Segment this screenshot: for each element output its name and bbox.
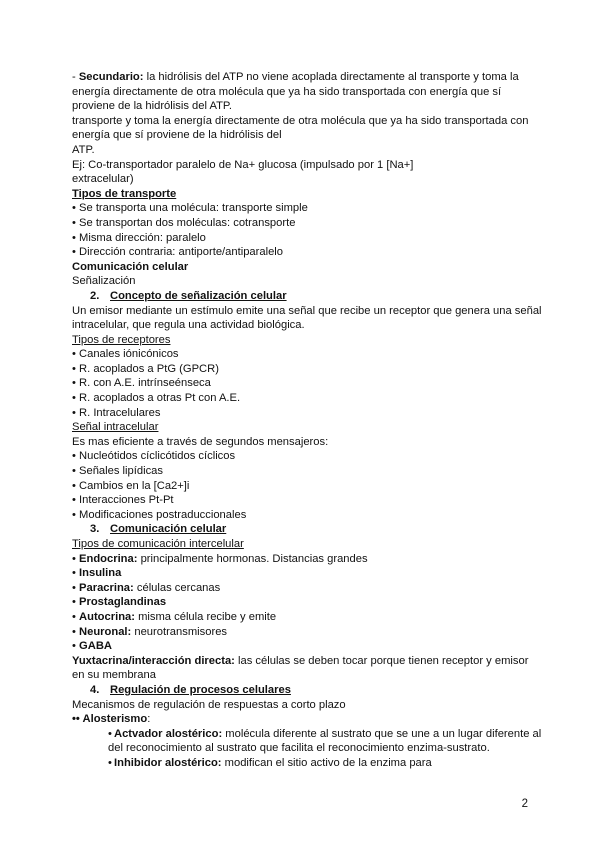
yuxtacrina-label: Yuxtacrina/interacción directa: <box>72 654 235 667</box>
comunicacion-item-text: células cercanas <box>133 581 221 594</box>
page-content <box>72 70 542 771</box>
mensajero-item: • Nucleótidos cíclicótidos cíclicos <box>72 450 236 463</box>
alosterismo-line <box>72 712 542 727</box>
comunicacion-item-label: GABA <box>79 640 112 653</box>
inhibidor-label: Inhibidor alostérico: <box>114 756 222 769</box>
section-3-heading <box>72 522 542 537</box>
repeat-paragraph: transporte y toma la energía directamente de otra molécula que ya ha sido transportada con energía que sí proviene de la hidrólisis del <box>72 114 529 142</box>
section-4-text: Mecanismos de regulación de respuestas a corto plazo <box>72 698 346 711</box>
comunicacion-item-text: principalmente hormonas. Distancias grandes <box>137 552 368 565</box>
bullet: • <box>108 756 112 769</box>
section-4-heading <box>72 683 542 698</box>
bullet: • <box>72 625 80 638</box>
tipos-transporte-heading: Tipos de transporte <box>72 187 177 200</box>
comunicacion-item-label: Prostaglandinas <box>79 596 167 609</box>
transporte-item: • Se transporta una molécula: transporte simple <box>72 202 308 215</box>
transporte-item: • Dirección contraria: antiporte/antiparalelo <box>72 246 283 259</box>
secundario-paragraph: - Secundario: la hidrólisis del ATP no viene acoplada directamente al transporte y toma la energía directamente de otra molécula que ya ha sido transportada con energía que sí proviene de la hidrólisis del ATP. <box>72 71 519 113</box>
atp-line: ATP. <box>72 143 95 156</box>
tipos-receptores-heading: Tipos de receptores <box>72 333 171 346</box>
receptor-item: • R. acoplados a PtG (GPCR) <box>72 362 219 375</box>
activador-paragraph <box>72 727 542 756</box>
receptor-item: • Canales iónicónicos <box>72 348 179 361</box>
mensajero-item: • Señales lipídicas <box>72 465 163 478</box>
comunicacion-item <box>72 639 542 654</box>
comunicacion-item <box>72 552 542 567</box>
example-line-1: Ej: Co-transportador paralelo de Na+ glucosa (impulsado por 1 [Na+] <box>72 158 414 171</box>
receptor-item: • R. con A.E. intrínseénseca <box>72 377 211 390</box>
inhibidor-text: modifican el sitio activo de la enzima para <box>221 756 432 769</box>
yuxtacrina-paragraph <box>72 654 542 683</box>
comunicacion-item <box>72 610 542 625</box>
inhibidor-paragraph <box>72 756 542 771</box>
bullet: •• <box>72 713 83 726</box>
page-number: 2 <box>521 798 528 810</box>
alosterismo-label: Alosterismo <box>82 713 148 726</box>
comunicacion-item-label: Neuronal: <box>79 625 132 638</box>
bullet: • <box>72 596 80 609</box>
section-2-title: Concepto de señalización celular <box>110 289 287 302</box>
bullet: • <box>72 567 80 580</box>
section-4-number: 4. <box>90 683 100 696</box>
comunicacion-item <box>72 595 542 610</box>
transporte-item: • Se transportan dos moléculas: cotransporte <box>72 216 296 229</box>
bullet: • <box>72 552 80 565</box>
receptor-item: • R. Intracelulares <box>72 406 161 419</box>
comunicacion-item-text: misma célula recibe y emite <box>134 610 277 623</box>
comunicacion-item <box>72 566 542 581</box>
section-2-heading <box>72 289 542 304</box>
mensajero-item: • Interacciones Pt-Pt <box>72 494 174 507</box>
example-line-2: extracelular) <box>72 173 134 186</box>
bullet: • <box>72 581 80 594</box>
mensajero-item: • Modificaciones postraduccionales <box>72 508 247 521</box>
comunicacion-item-label: Autocrina: <box>79 610 135 623</box>
tipos-comunicacion-heading: Tipos de comunicación intercelular <box>72 538 244 550</box>
comunicacion-item <box>72 581 542 596</box>
bullet: • <box>72 610 80 623</box>
yuxtacrina-text: las células se deben tocar porque tienen receptor y emisor en su membrana <box>72 654 529 682</box>
section-4-title: Regulación de procesos celulares <box>110 683 291 696</box>
activador-text: molécula diferente al sustrato que se une a un lugar diferente al del reconocimiento al sustrato que facilita el reconocimiento enzima-sustrato. <box>108 727 542 755</box>
secundario-text: la hidrólisis del ATP no viene acoplada directamente al transporte y toma la energía directamente de otra molécula que ya ha sido transportada con energía que sí proviene de la hidrólisis del ATP. <box>72 71 519 113</box>
senal-intracelular-intro: Es mas eficiente a través de segundos mensajeros: <box>72 435 329 448</box>
comunicacion-item <box>72 625 542 640</box>
activador-label: Actvador alostérico: <box>114 727 223 740</box>
section-2-text: Un emisor mediante un estímulo emite una señal que recibe un receptor que genera una señal intracelular, que regula una actividad biológica. <box>72 304 542 332</box>
transporte-item: • Misma dirección: paralelo <box>72 231 206 244</box>
comunicacion-item-text: neurotransmisores <box>131 625 228 638</box>
mensajero-item: • Cambios en la [Ca2+]i <box>72 479 190 492</box>
senal-intracelular-heading: Señal intracelular <box>72 421 159 434</box>
bullet: • <box>72 640 80 653</box>
comunicacion-item-label: Paracrina: <box>79 581 134 594</box>
section-3-title: Comunicación celular <box>110 523 227 536</box>
bullet: • <box>108 727 112 740</box>
alosterismo-colon: : <box>147 713 151 726</box>
comunicacion-item-label: Endocrina: <box>79 552 138 565</box>
secundario-label: Secundario: <box>78 71 144 83</box>
comunicacion-item-label: Insulina <box>79 567 122 580</box>
senalizacion-line: Señalización <box>72 275 136 288</box>
receptor-item: • R. acoplados a otras Pt con A.E. <box>72 392 241 405</box>
section-3-number: 3. <box>90 523 100 536</box>
comunicacion-celular-heading: Comunicación celular <box>72 260 189 273</box>
section-2-number: 2. <box>90 289 100 302</box>
